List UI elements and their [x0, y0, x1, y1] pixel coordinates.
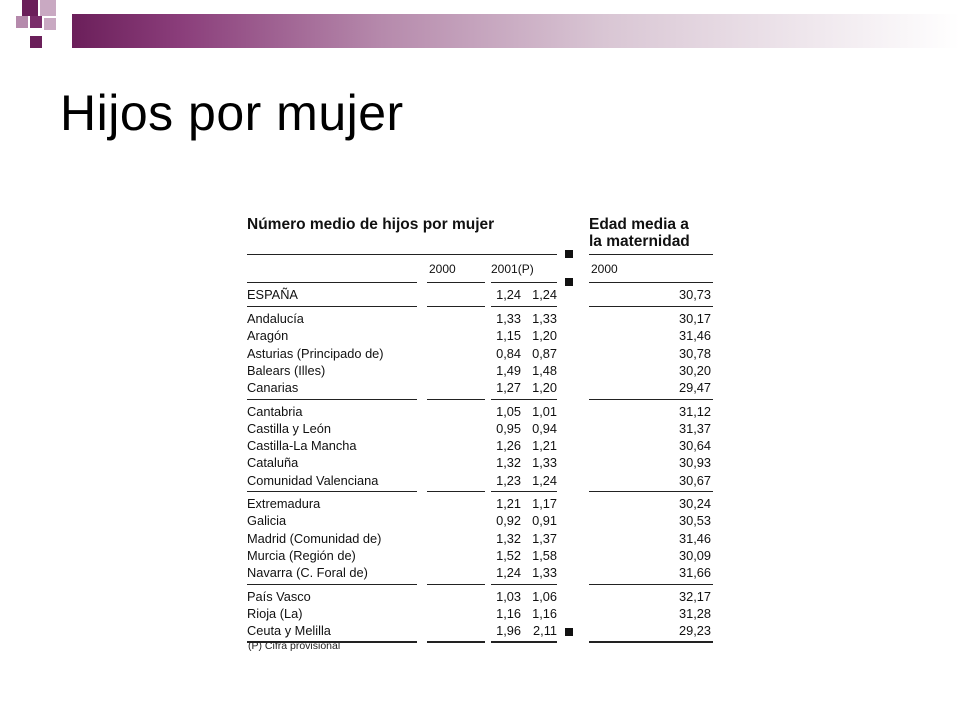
maternity-age-cell: 30,17: [678, 311, 711, 326]
maternity-age-cell: 30,20: [678, 362, 711, 378]
region-row: [247, 311, 717, 328]
region-name-cell: Castilla-La Mancha: [247, 438, 357, 454]
slide-title: Hijos por mujer: [60, 85, 404, 141]
header-gradient-bar: [72, 14, 960, 48]
region-row: [247, 473, 717, 490]
region-row: [247, 404, 717, 421]
children-2001-cell: 1,33: [532, 311, 557, 326]
region-row: [247, 513, 717, 530]
region-name-cell: Balears (Illes): [247, 362, 326, 378]
region-row: [247, 421, 717, 438]
section-rule: [589, 399, 713, 400]
right-title-line2: la maternidad: [589, 233, 690, 250]
region-row: [247, 589, 717, 606]
children-2000-cell: 1,33: [496, 311, 521, 326]
children-2001-cell: 2,11: [533, 623, 557, 639]
region-row: [247, 438, 717, 455]
region-name-cell: Murcia (Región de): [247, 547, 356, 563]
region-row: [247, 363, 717, 380]
section-rule: [491, 641, 557, 642]
maternity-age-cell: 30,78: [678, 345, 711, 361]
region-name-cell: Madrid (Comunidad de): [247, 530, 382, 546]
children-2000-cell: 1,03: [496, 588, 521, 604]
region-name-cell: Galicia: [247, 513, 287, 529]
children-2001-cell: 1,16: [532, 605, 557, 621]
children-2000-cell: 0,92: [496, 513, 521, 529]
section-rule: [247, 491, 417, 492]
children-2001-cell: 1,20: [532, 380, 557, 396]
maternity-age-cell: 30,64: [678, 438, 711, 454]
children-2000-cell: 0,84: [496, 345, 521, 361]
section-rule: [427, 641, 485, 642]
children-2000-cell: 1,24: [496, 565, 521, 581]
region-name-cell: Castilla y León: [247, 420, 331, 436]
maternity-age-cell: 31,28: [678, 605, 711, 621]
region-name-cell: Ceuta y Melilla: [247, 623, 331, 639]
header-square-light: [16, 16, 28, 28]
section-rule: [589, 641, 713, 642]
section-rule: [491, 399, 557, 400]
children-2000-cell: 1,26: [496, 438, 521, 454]
children-2000-cell: 0,95: [496, 420, 521, 436]
marker-square: [565, 278, 573, 286]
header-square-dark-large: [22, 0, 38, 16]
maternity-age-cell: 30,93: [678, 455, 711, 471]
header-square-dark-small: [30, 36, 42, 48]
section-rule: [427, 584, 485, 585]
children-2001-cell: 1,48: [532, 362, 557, 378]
maternity-age-cell: 31,46: [678, 530, 711, 546]
section-rule: [427, 399, 485, 400]
children-2001-cell: 1,06: [532, 588, 557, 604]
top-rule-left: [247, 254, 557, 255]
maternity-age-cell: 30,09: [678, 547, 711, 563]
maternity-age-cell: 30,24: [678, 496, 711, 511]
left-table-title: Número medio de hijos por mujer: [247, 216, 495, 233]
region-row: [247, 328, 717, 345]
region-name-cell: Canarias: [247, 380, 299, 396]
section-rule: [589, 584, 713, 585]
region-row: [247, 496, 717, 513]
header-square-dark: [30, 16, 42, 28]
section-rule: [427, 306, 485, 307]
section-rule: [491, 584, 557, 585]
children-2001-cell: 1,17: [532, 496, 557, 511]
region-row: [247, 531, 717, 548]
section-rule: [491, 491, 557, 492]
maternity-age-cell: 29,23: [678, 623, 711, 639]
children-2001-cell: 0,94: [532, 420, 557, 436]
region-row: [247, 565, 717, 582]
section-rule: [247, 399, 417, 400]
section-rule: [247, 584, 417, 585]
children-2001-cell: 0,91: [532, 513, 557, 529]
region-row: [247, 346, 717, 363]
head-rule-2: [427, 282, 485, 283]
head-rule-3: [491, 282, 557, 283]
children-2000-cell: 1,21: [496, 496, 521, 511]
region-name-cell: Andalucía: [247, 311, 304, 326]
footnote: (P) Cifra provisional: [248, 640, 341, 652]
top-rule-right: [589, 254, 713, 255]
children-2001-cell: 1,33: [532, 565, 557, 581]
marker-square: [565, 250, 573, 258]
children-2000-cell: 1,49: [496, 362, 521, 378]
maternity-age-cell: 32,17: [678, 588, 711, 604]
spain-row: [247, 287, 717, 304]
children-2000-cell: 1,32: [496, 455, 521, 471]
children-2000-cell: 1,32: [496, 530, 521, 546]
children-2001-cell: 1,01: [532, 403, 557, 419]
head-rule-4: [589, 282, 713, 283]
children-2000-cell: 1,27: [496, 380, 521, 396]
children-2000-cell: 1,24: [496, 287, 521, 302]
children-2001-cell: 1,37: [532, 530, 557, 546]
maternity-age-cell: 30,73: [678, 287, 711, 302]
section-rule: [589, 491, 713, 492]
children-2001-cell: 0,87: [532, 345, 557, 361]
children-2000-cell: 1,16: [496, 605, 521, 621]
children-2001-cell: 1,20: [532, 328, 557, 344]
section-rule: [589, 306, 713, 307]
region-row: [247, 548, 717, 565]
section-rule: [491, 306, 557, 307]
region-name-cell: ESPAÑA: [247, 287, 298, 302]
maternity-age-cell: 29,47: [678, 380, 711, 396]
children-2000-cell: 1,52: [496, 547, 521, 563]
maternity-age-cell: 31,12: [678, 403, 711, 419]
header-square-light-small: [44, 18, 56, 30]
region-name-cell: Comunidad Valenciana: [247, 472, 379, 488]
children-2000-cell: 1,23: [496, 472, 521, 488]
region-name-cell: Aragón: [247, 328, 289, 344]
region-name-cell: Asturias (Principado de): [247, 345, 384, 361]
maternity-age-cell: 31,46: [678, 328, 711, 344]
region-row: [247, 455, 717, 472]
children-2001-cell: 1,33: [532, 455, 557, 471]
children-2000-cell: 1,05: [496, 403, 521, 419]
region-name-cell: Cantabria: [247, 403, 303, 419]
children-2001-cell: 1,58: [532, 547, 557, 563]
region-row: [247, 623, 717, 640]
region-row: [247, 380, 717, 397]
children-2001-cell: 1,24: [532, 287, 557, 302]
children-2001-cell: 1,24: [532, 472, 557, 488]
maternity-age-cell: 31,66: [678, 565, 711, 581]
col-header-right-2000: 2000: [591, 262, 618, 276]
region-row: [247, 606, 717, 623]
right-table-title: [589, 216, 690, 250]
maternity-age-cell: 31,37: [678, 420, 711, 436]
section-rule: [427, 491, 485, 492]
head-rule-1: [247, 282, 417, 283]
maternity-age-cell: 30,53: [678, 513, 711, 529]
children-2000-cell: 1,15: [496, 328, 521, 344]
col-header-2001: 2001(P): [491, 262, 534, 276]
header-square-light-large: [40, 0, 56, 16]
right-title-line1: Edad media a: [589, 216, 689, 233]
fertility-table: [247, 210, 717, 660]
section-rule: [247, 306, 417, 307]
region-name-cell: País Vasco: [247, 588, 311, 604]
children-2000-cell: 1,96: [496, 623, 521, 639]
region-name-cell: Rioja (La): [247, 605, 303, 621]
children-2001-cell: 1,21: [532, 438, 557, 454]
col-header-2000: 2000: [429, 262, 456, 276]
region-name-cell: Cataluña: [247, 455, 299, 471]
region-name-cell: Navarra (C. Foral de): [247, 565, 368, 581]
maternity-age-cell: 30,67: [678, 472, 711, 488]
region-name-cell: Extremadura: [247, 496, 321, 511]
